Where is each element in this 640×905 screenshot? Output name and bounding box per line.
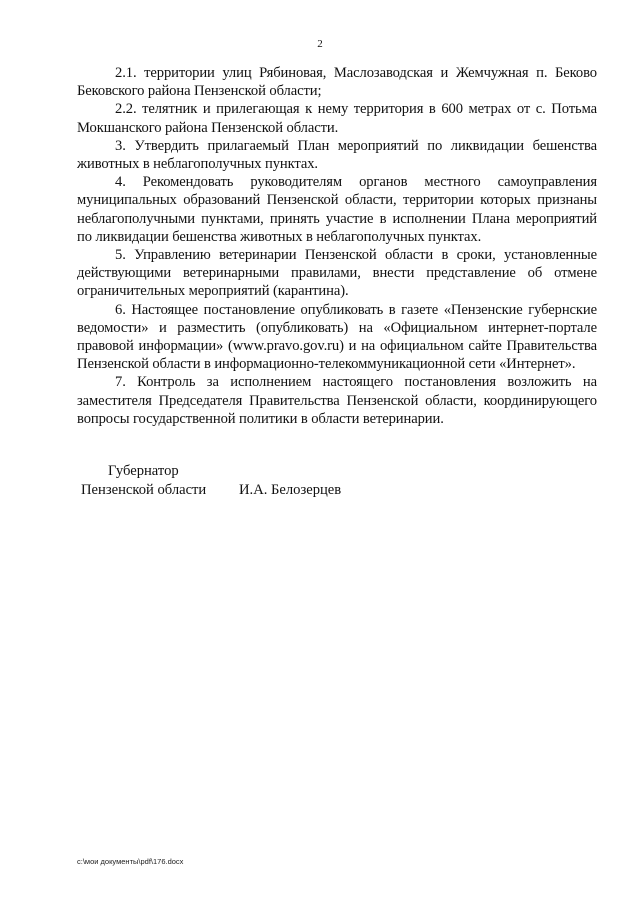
signatory-title-line-2: Пензенской области — [81, 482, 207, 498]
paragraph-4: 4. Рекомендовать руководителям органов местного самоуправления муниципальных образований Пензенской области, территории которых признаны неблагополучными пунктами, принять участие в исполнении Плана мероприятий по ликвидации бешенства животных в неблагополучных пунктах. — [77, 174, 597, 245]
page-number: 2 — [317, 38, 323, 50]
paragraph-2-1: 2.1. территории улиц Рябиновая, Маслозаводская и Жемчужная п. Беково Бековского района Пензенской области; — [77, 65, 597, 100]
paragraph-5: 5. Управлению ветеринарии Пензенской области в сроки, установленные действующими ветеринарными правилами, внести представление об отмене ограничительных мероприятий (карантина). — [77, 247, 597, 300]
paragraph-7: 7. Контроль за исполнением настоящего постановления возложить на заместителя Председателя Правительства Пензенской области, координирующего вопросы государственной политики в области ветеринарии. — [77, 374, 597, 427]
document-body — [77, 64, 597, 428]
footer-file-path: c:\мои документы\pdf\176.docx — [77, 857, 184, 866]
signatory-title-line-1: Губернатор — [108, 463, 179, 479]
paragraph-6: 6. Настоящее постановление опубликовать в газете «Пензенские губернские ведомости» и разместить (опубликовать) на «Официальном интернет-портале правовой информации» (www.pravo.gov.ru) и на официальном сайте Правительства Пензенской области в информационно-телекоммуникационной сети «Интернет». — [77, 301, 597, 373]
paragraph-3: 3. Утвердить прилагаемый План мероприятий по ликвидации бешенства животных в неблагополучных пунктах. — [77, 137, 597, 173]
paragraph-2-2: 2.2. телятник и прилегающая к нему территория в 600 метрах от с. Потьма Мокшанского района Пензенской области. — [77, 101, 597, 136]
signatory-name: И.А. Белозерцев — [239, 482, 342, 498]
